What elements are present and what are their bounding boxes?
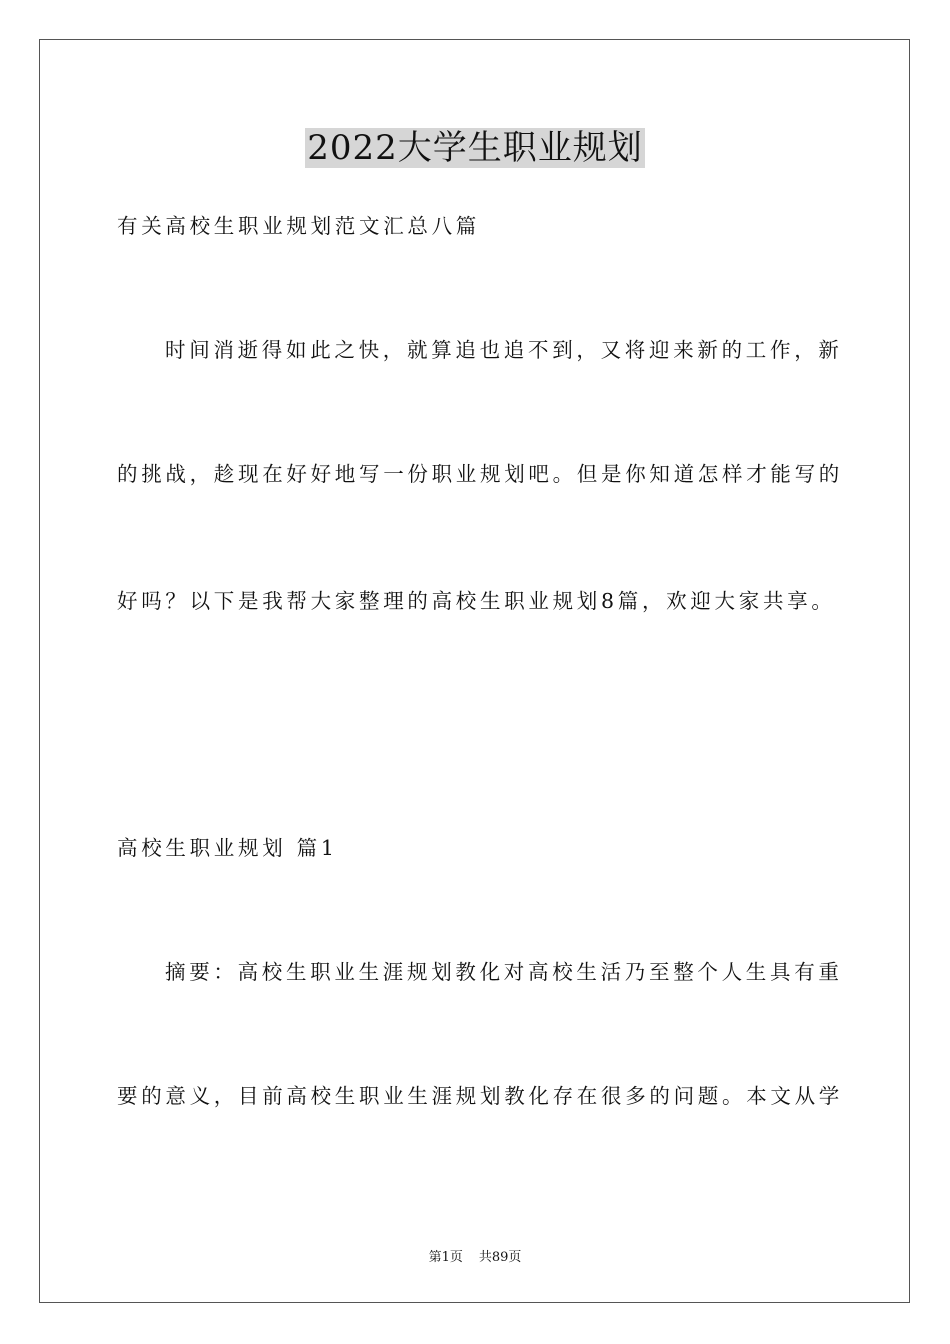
section-heading: 高校生职业规划 篇1 <box>117 836 338 860</box>
intro-paragraph-line: 好吗？以下是我帮大家整理的高校生职业规划8篇，欢迎大家共享。 <box>117 589 836 613</box>
page-number: 第1页 <box>428 1250 463 1265</box>
document-title-text: 2022大学生职业规划 <box>307 128 643 168</box>
page-footer <box>0 1249 950 1267</box>
intro-paragraph-line: 时间消逝得如此之快，就算追也追不到，又将迎来新的工作，新 <box>165 338 843 362</box>
document-subtitle: 有关高校生职业规划范文汇总八篇 <box>117 214 480 238</box>
page-total: 共89页 <box>478 1250 522 1265</box>
document-title <box>0 127 950 169</box>
abstract-paragraph-line: 要的意义，目前高校生职业生涯规划教化存在很多的问题。本文从学 <box>117 1084 843 1108</box>
abstract-paragraph-line: 摘要：高校生职业生涯规划教化对高校生活乃至整个人生具有重 <box>165 960 843 984</box>
intro-paragraph-line: 的挑战，趁现在好好地写一份职业规划吧。但是你知道怎样才能写的 <box>117 462 843 486</box>
